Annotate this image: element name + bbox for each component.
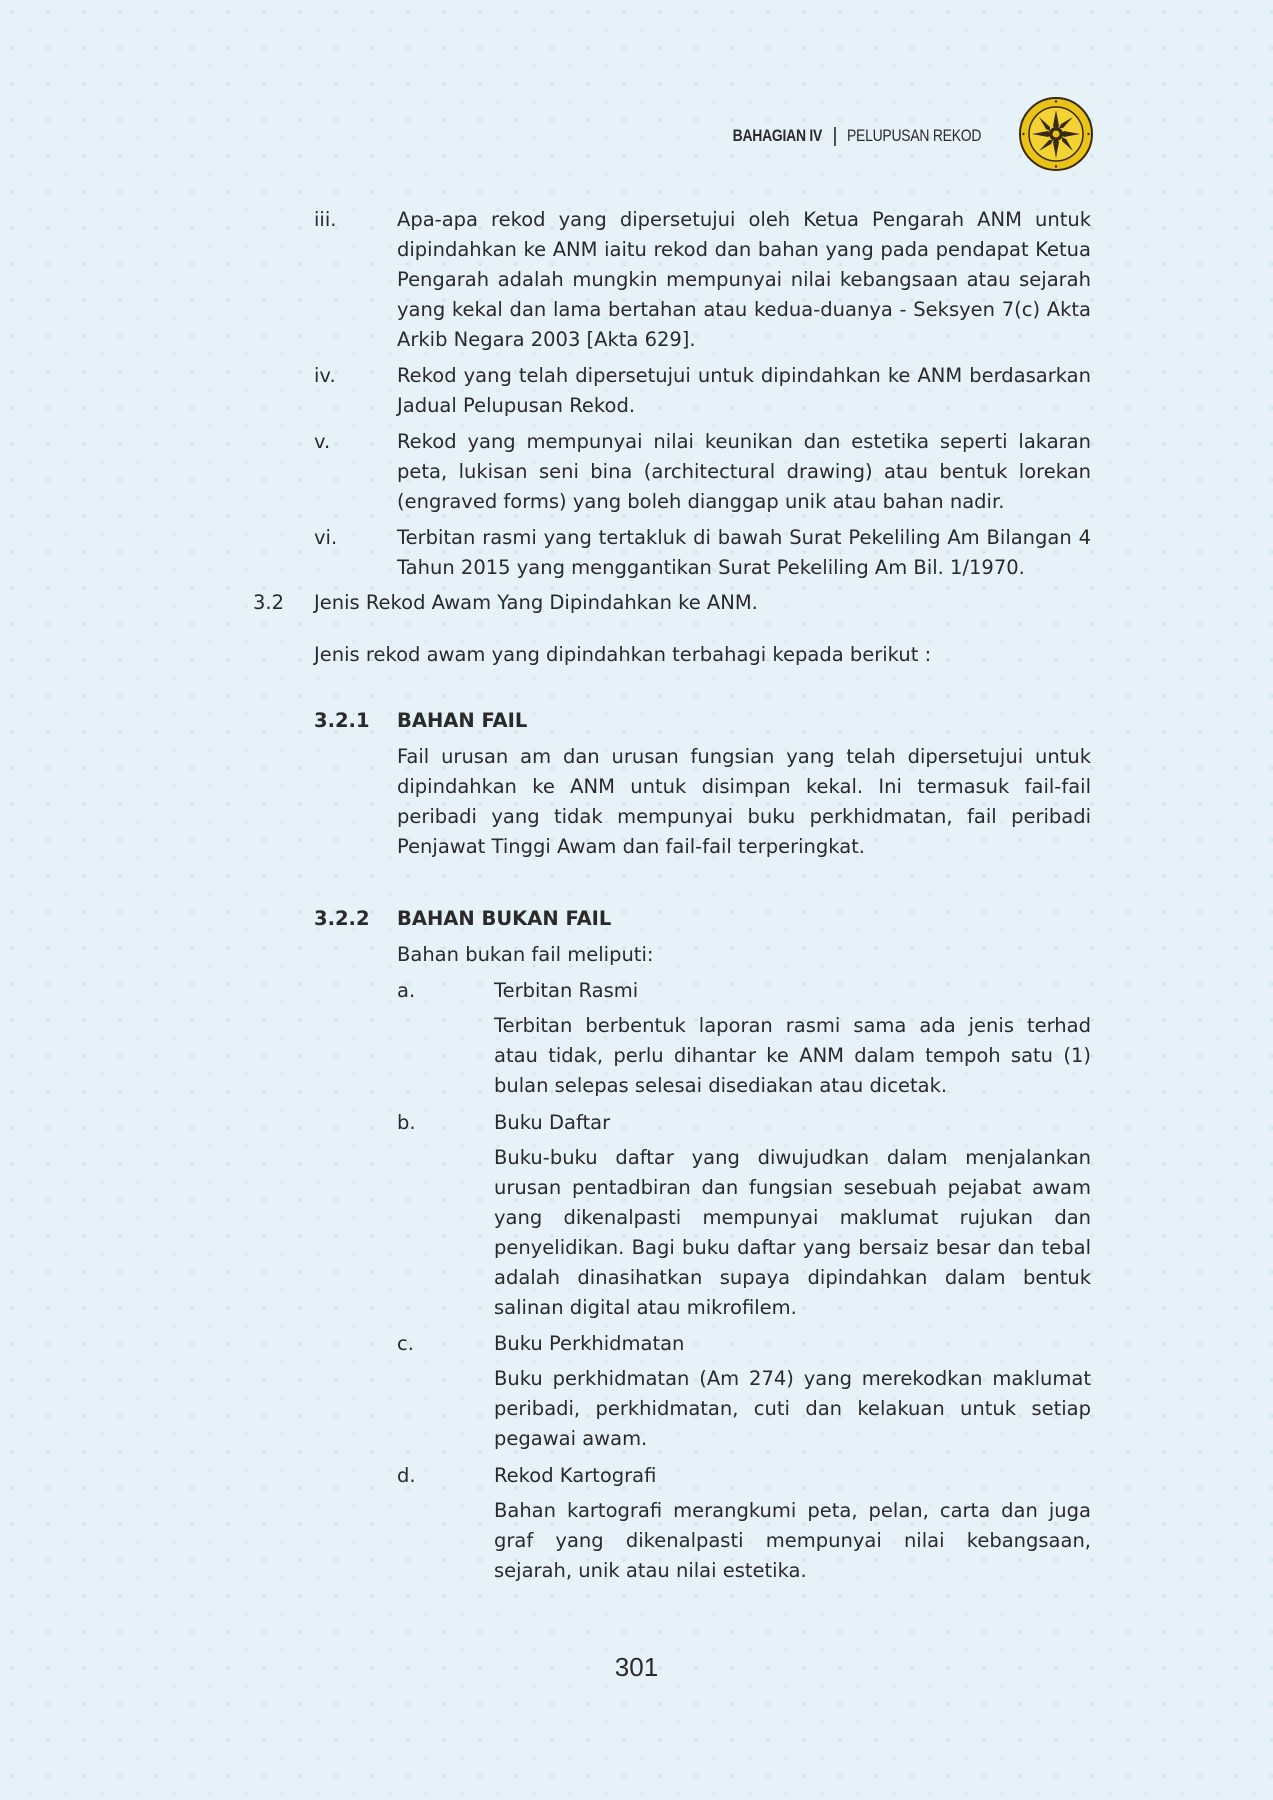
- list-item-text: Rekod yang mempunyai nilai keunikan dan estetika seperti lakaran peta, lukisan seni bina (architectural drawing) atau bentuk lorekan (engraved forms) yang boleh dianggap unik atau bahan nadir.: [397, 430, 1091, 513]
- list-number: iii.: [314, 208, 337, 231]
- item-letter: d.: [397, 1464, 416, 1487]
- item-letter: a.: [397, 979, 416, 1002]
- item-title: Terbitan Rasmi: [494, 979, 639, 1002]
- item-title: Rekod Kartografi: [494, 1464, 657, 1487]
- item-text: Bahan kartografi merangkumi peta, pelan, carta dan juga graf yang dikenalpasti mempunyai nilai kebangsaan, sejarah, unik atau nilai estetika.: [494, 1499, 1091, 1582]
- section-number: 3.2: [253, 591, 285, 614]
- section-intro: Jenis rekod awam yang dipindahkan terbahagi kepada berikut :: [314, 643, 932, 666]
- item-title: Buku Daftar: [494, 1111, 611, 1134]
- subsection-title: BAHAN FAIL: [397, 709, 528, 732]
- item-text: Buku-buku daftar yang diwujudkan dalam menjalankan urusan pentadbiran dan fungsian sesebuah pejabat awam yang dikenalpasti mempunyai maklumat rujukan dan penyelidikan. Bagi buku daftar yang bersaiz besar dan tebal adalah dinasihatkan supaya dipindahkan dalam bentuk salinan digital atau mikrofilem.: [494, 1146, 1091, 1319]
- subsection-number: 3.2.1: [314, 709, 370, 732]
- list-number: v.: [314, 430, 331, 453]
- item-letter: c.: [397, 1332, 414, 1355]
- item-title: Buku Perkhidmatan: [494, 1332, 685, 1355]
- list-number: iv.: [314, 364, 336, 387]
- list-item-text: Rekod yang telah dipersetujui untuk dipindahkan ke ANM berdasarkan Jadual Pelupusan Rekod.: [397, 364, 1091, 417]
- header-separator: |: [832, 124, 838, 147]
- subsection-title: BAHAN BUKAN FAIL: [397, 907, 612, 930]
- header-part: BAHAGIAN IV: [732, 126, 823, 145]
- header-title: PELUPUSAN REKOD: [847, 126, 982, 145]
- subsection-text: Fail urusan am dan urusan fungsian yang telah dipersetujui untuk dipindahkan ke ANM untuk disimpan kekal. Ini termasuk fail-fail peribadi yang tidak mempunyai buku perkhidmatan, fail peribadi Penjawat Tinggi Awam dan fail-fail terperingkat.: [397, 745, 1091, 858]
- page-number: 301: [614, 1652, 659, 1682]
- item-text: Terbitan berbentuk laporan rasmi sama ada jenis terhad atau tidak, perlu dihantar ke ANM dalam tempoh satu (1) bulan selepas selesai disediakan atau dicetak.: [494, 1014, 1091, 1097]
- list-item-text: Apa-apa rekod yang dipersetujui oleh Ketua Pengarah ANM untuk dipindahkan ke ANM iaitu rekod dan bahan yang pada pendapat Ketua Pengarah adalah mungkin mempunyai nilai kebangsaan atau sejarah yang kekal dan lama bertahan atau kedua-duanya - Seksyen 7(c) Akta Arkib Negara 2003 [Akta 629].: [397, 208, 1091, 351]
- subsection-intro: Bahan bukan fail meliputi:: [397, 943, 654, 966]
- running-header: [713, 96, 1011, 176]
- subsection-number: 3.2.2: [314, 907, 370, 930]
- item-text: Buku perkhidmatan (Am 274) yang merekodkan maklumat peribadi, perkhidmatan, cuti dan kelakuan untuk setiap pegawai awam.: [494, 1367, 1091, 1450]
- list-item-text: Terbitan rasmi yang tertakluk di bawah Surat Pekeliling Am Bilangan 4 Tahun 2015 yang menggantikan Surat Pekeliling Am Bil. 1/1970.: [397, 526, 1091, 579]
- section-title: Jenis Rekod Awam Yang Dipindahkan ke ANM.: [314, 591, 758, 614]
- item-letter: b.: [397, 1111, 416, 1134]
- list-number: vi.: [314, 526, 338, 549]
- anm-emblem-icon: [1018, 96, 1094, 172]
